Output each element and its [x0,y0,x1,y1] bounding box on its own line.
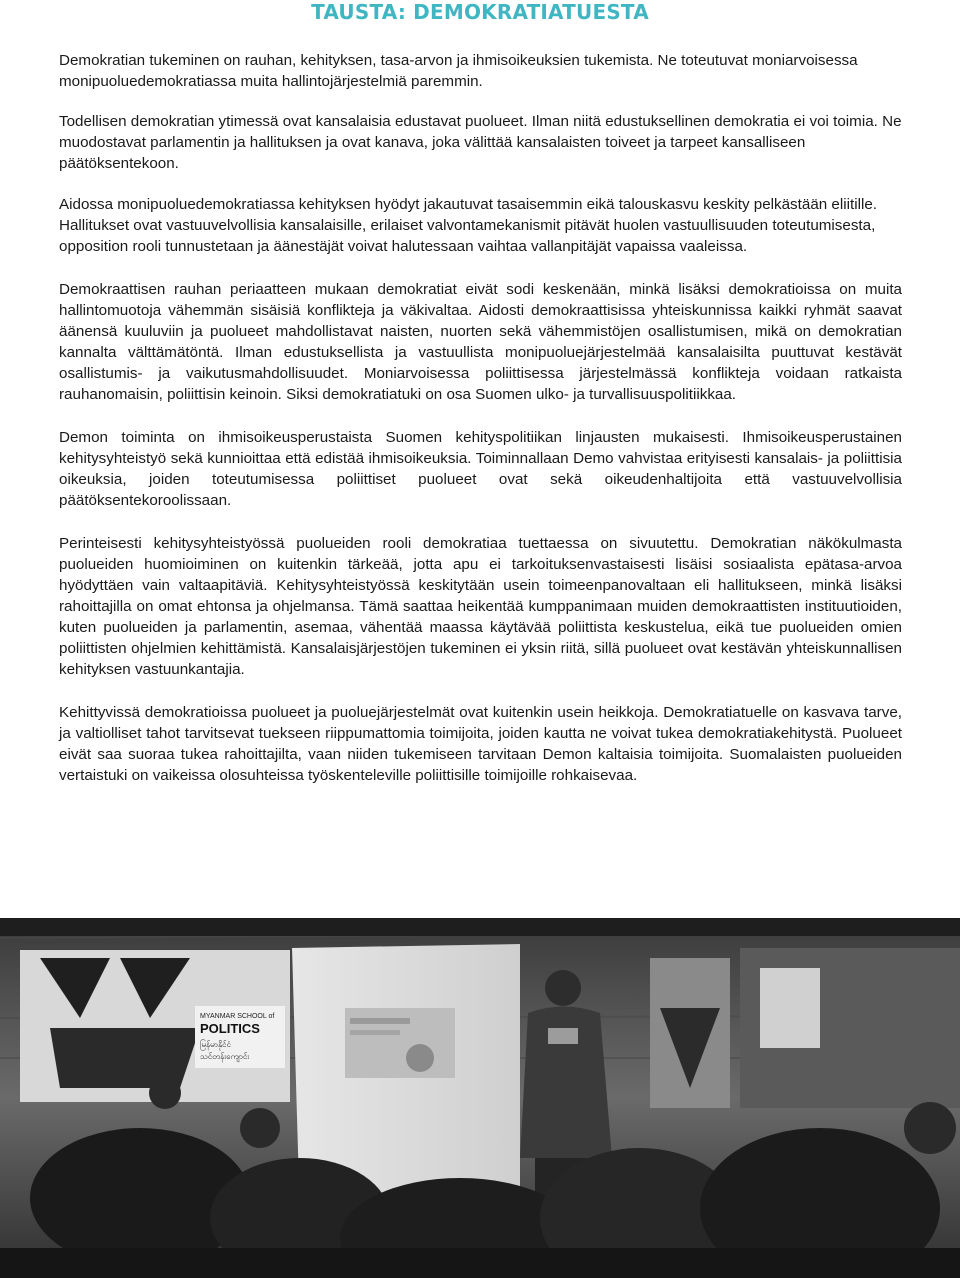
paragraph: Perinteisesti kehitysyhteistyössä puolueiden rooli demokratiaa tuettaessa on sivuutettu. Demokratian näkökulmasta puolueiden huomioiminen on kuitenkin tärkeää, jotta apu ei tarkoituksenvastaisesti lisäisi sosiaalista epätasa-arvoa hyödyttäen vain valtaapitäviä. Kehitysyhteistyössä keskitytään usein toimeenpanovaltaan eli hallitukseen, minkä lisäksi rahoittajilla on omat ehtonsa ja ohjelmansa. Tämä saattaa heikentää kumppanimaan muiden demokraattisten instituutioiden, kuten puolueiden ja parlamentin, asemaa, vähentää maassa käytävää poliittista keskustelua, eikä tue puolueiden omien poliittisten ohjelmien kehittämistä. Kansalaisjärjestöjen tukeminen ei yksin riitä, sillä puolueet ovat kestävän yhteiskunnallisen kehityksen vastuunkantajia. [59,535,902,678]
poster-line: MYANMAR SCHOOL of [200,1013,275,1020]
page-title: TAUSTA: DEMOKRATIATUESTA [311,0,649,24]
paragraph: Kehittyvissä demokratioissa puolueet ja puoluejärjestelmät ovat kuitenkin usein heikkoja. Demokratiatuelle on kasvava tarve, ja valtiolliset tahot tarvitsevat tuekseen riippumattomia toimijoita, joiden kautta ne voivat tukea demokratiakehitystä. Puolueet eivät saa suoraa tukea rahoittajilta, vaan niiden tukemiseen tarvitaan Demon kaltaisia toimijoita. Suomalaisten puolueiden vertaistuki on vaikeissa olosuhteissa työskenteleville poliittisille toimijoille rohkaisevaa. [59,704,902,784]
paragraph: Demokratian tukeminen on rauhan, kehityksen, tasa-arvon ja ihmisoikeuksien tukemista. Ne toteutuvat moniarvoisessa monipuoluedemokratiassa muita hallintojärjestelmiä paremmin. [59,52,858,90]
paragraph: Todellisen demokratian ytimessä ovat kansalaisia edustavat puolueet. Ilman niitä edustuksellinen demokratia ei voi toimia. Ne muodostavat parlamentin ja hallituksen ja ovat kanava, joka välittää kansalaisten toiveet ja tarpeet kansalliseen päätöksentekoon. [59,113,902,172]
paragraph: Demon toiminta on ihmisoikeusperustaista Suomen kehityspolitiikan linjausten mukaisesti. Ihmisoikeusperustainen kehitysyhteistyö sekä kunnioittaa että edistää ihmisoikeuksia. Toiminnallaan Demo vahvistaa erityisesti kansalais- ja poliittisia oikeuksia, joiden toteutumisessa poliittiset puolueet ovat sekä oikeudenhaltijoita että vastuuvelvollisia päätöksentekoroolissaan. [59,429,902,509]
paragraph: Demokraattisen rauhan periaatteen mukaan demokratiat eivät sodi keskenään, minkä lisäksi demokratioissa on muita hallintomuotoja vähemmän sisäisiä konflikteja ja väkivaltaa. Aidosti demokraattisissa yhteiskunnissa kaikki ryhmät saavat äänensä kuuluviin ja puolueet mahdollistavat naisten, nuorten sekä vähemmistöjen osallistumisen, mikä on demokratian kannalta välttämätöntä. Ilman edustuksellista ja vastuullista monipuoluejärjestelmää kansalaisilta puuttuvat kestävät osallistumis- ja vaikutusmahdollisuudet. Moniarvoisessa poliittisessa järjestelmässä konflikteja voidaan ratkaista rauhanomaisin, poliittisin keinoin. Siksi demokratiatuki on osa Suomen ulko- ja turvallisuuspolitiikkaa. [59,281,902,403]
classroom-photo [0,918,960,1278]
article-body [59,50,902,806]
poster-line: မြန်မာနိုင်ငံ [200,1040,231,1049]
poster-line: သင်တန်းကျောင်း [200,1052,250,1061]
poster-line: POLITICS [200,1021,260,1036]
paragraph: Aidossa monipuoluedemokratiassa kehityksen hyödyt jakautuvat tasaisemmin eikä talouskasvu keskity pelkästään eliitille. Hallitukset ovat vastuuvelvollisia kansalaisille, erilaiset valvontamekanismit pitävät huolen vastuullisuuden toteutumisesta, opposition rooli tunnustetaan ja äänestäjät voivat halutessaan vaihtaa vallanpitäjät vapaissa vaaleissa. [59,196,878,255]
school-poster [20,950,290,1102]
